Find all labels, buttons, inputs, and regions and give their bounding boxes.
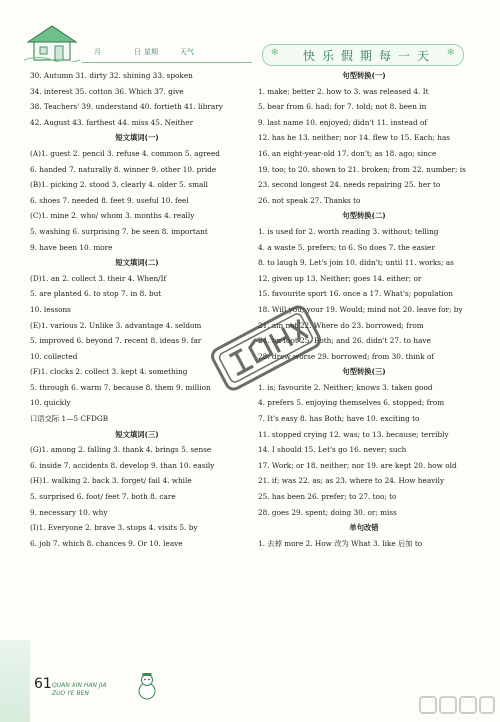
answer-line: 26. not speak 27. Thanks to	[258, 195, 361, 205]
answer-line: 10. collected	[30, 351, 78, 361]
answer-line: 5. bear from 6. had; for 7. told; not 8. been in	[258, 102, 427, 112]
answer-line: 8. to laugh 9. Let's join 10. didn't; until 11. works; as	[258, 258, 454, 268]
section-heading: 句型转换(二)	[342, 211, 386, 221]
footer-line-1: QUAN XIN HAN JIA	[52, 682, 107, 689]
answer-line: 21. if; was 22. as; as 23. where to 24. How heavily	[258, 476, 445, 486]
corner-watermark	[418, 694, 496, 720]
cabin-illustration	[24, 22, 80, 62]
answer-line: 9. necessary 10. why	[30, 507, 108, 517]
answer-line: 6. shoes 7. needed 8. feet 9. useful 10. feel	[30, 195, 189, 205]
answer-line: 38. Teachers' 39. understand 40. fortieth 41. library	[30, 102, 223, 112]
answer-line: 5. surprised 6. foot/ feet 7. both 8. care	[30, 492, 176, 502]
answer-line: 21. am not 22. Where do 23. borrowed; from	[258, 320, 424, 330]
answer-line: 28. goes 29. spent; doing 30. or; miss	[258, 507, 397, 517]
answer-line: 12. has he 13. neither; nor 14. flew to 15. Each; has	[258, 133, 451, 143]
answer-line: (C)1. mine 2. who/ whom 3. months 4. really	[30, 211, 195, 221]
star-icon: ✻	[447, 48, 455, 58]
header-title: 快乐假期每一天	[303, 49, 437, 63]
answer-line: (H)1. walking 2. back 3. forget/ fail 4. while	[30, 476, 192, 486]
answer-line: 1. is used for 2. worth reading 3. without; telling	[258, 226, 439, 236]
answer-line: (I)1. Everyone 2. brave 3. stops 4. visits 5. by	[30, 523, 198, 533]
answer-line: 15. favourite sport 16. once a 17. What's; population	[258, 289, 453, 299]
answer-line: 16. an eight-year-old 17. don't; as 18. ago; since	[258, 148, 437, 158]
answer-line: 5. improved 6. beyond 7. recent 8. ideas 9. far	[30, 336, 202, 346]
answer-line: 10. quickly	[30, 398, 71, 408]
answer-line: 1. make; better 2. how to 3. was released 4. It	[258, 86, 429, 96]
answer-line: 9. last name 10. enjoyed; didn't 11. instead of	[258, 117, 428, 127]
answer-line: (G)1. among 2. falling 3. thank 4. brings 5. sense	[30, 445, 212, 455]
answer-line: 7. It's easy 8. has Both; have 10. exciting to	[258, 414, 420, 424]
answer-line: (B)1. picking 2. stood 3. clearly 4. older 5. small	[30, 180, 209, 190]
answer-line: 42. August 43. farthest 44. miss 45. Neither	[30, 117, 194, 127]
answer-line: 11. stopped crying 12. was; to 13. because; terribly	[258, 429, 449, 439]
star-icon: ✻	[271, 48, 279, 58]
answer-line: 10. lessons	[30, 304, 71, 314]
answer-line: 9. have been 10. more	[30, 242, 113, 252]
date-fields	[82, 44, 232, 58]
footer-series-text	[52, 682, 107, 698]
section-heading: 短文填词(一)	[115, 133, 159, 143]
section-heading: 短文填词(三)	[115, 429, 159, 439]
answer-line: 4. prefers 5. enjoying themselves 6. stopped; from	[258, 398, 445, 408]
answer-line: 30. Autumn 31. dirty 32. shining 33. spoken	[30, 71, 193, 80]
answer-line: 6. handed 7. naturally 8. winner 9. other 10. pride	[30, 164, 217, 174]
answer-line: 19. too; to 20. shown to 21. broken; from 22. number; is	[258, 164, 466, 174]
section-heading: 单句改错	[349, 523, 379, 533]
header-banner	[262, 44, 464, 66]
section-heading: 短文填词(二)	[115, 258, 159, 268]
answer-line: 24. on foot 25. Both; and 26. didn't 27. to have	[258, 336, 431, 346]
footer-line-2: ZUO YE BEN	[52, 690, 89, 697]
answer-line: 1. 去掉 more 2. How 改为 What 3. like 后加 to	[258, 538, 423, 548]
answer-line: (F)1. clocks 2. collect 3. kept 4. something	[30, 367, 188, 377]
answer-line: (D)1. an 2. collect 3. their 4. When/If	[30, 273, 167, 283]
answer-line: 6. inside 7. accidents 8. develop 9. than 10. easily	[30, 460, 215, 470]
answer-line: 5. are planted 6. to stop 7. in 8. but	[30, 289, 162, 299]
answer-line: 口语交际 1—5 CFDGB	[30, 414, 109, 424]
answer-line: 28. drew worse 29. borrowed; from 30. think of	[258, 351, 435, 361]
weather-label: 天气	[180, 48, 194, 56]
answer-line: 25. has been 26. prefer; to 27. too; to	[258, 492, 397, 502]
answer-line: 14. I should 15. Let's go 16. never; such	[258, 445, 407, 455]
answer-line: 4. a waste 5. prefers; to 6. So does 7. the easier	[258, 242, 435, 252]
answer-line: 6. job 7. which 8. chances 9. Or 10. leave	[30, 538, 183, 548]
answer-line: 12. given up 13. Neither; goes 14. either; or	[258, 273, 422, 283]
answer-line: 1. is; favourite 2. Neither; knows 3. taken good	[258, 382, 433, 392]
answer-line: 5. through 6. warm 7. because 8. them 9. million	[30, 382, 211, 392]
snowman-icon	[134, 672, 160, 700]
weekday-label: 星期	[144, 48, 158, 56]
footer-decoration	[0, 640, 30, 722]
section-heading: 句型转换(一)	[342, 71, 386, 80]
answer-line: 34. interest 35. cotton 36. Which 37. give	[30, 86, 184, 96]
answer-line: 17. Work; or 18. neither; nor 19. are kept 20. how old	[258, 460, 457, 470]
answer-line: 23. second longest 24. needs repairing 25. her to	[258, 180, 441, 190]
answer-line: 18. Will you; your 19. Would; mind not 20. leave for; by	[258, 304, 463, 314]
answer-line: 5. washing 6. surprising 7. be seen 8. important	[30, 226, 208, 236]
day-label: 日	[134, 48, 141, 56]
page-number: 61	[34, 676, 52, 692]
answer-line: (A)1. guest 2. pencil 3. refuse 4. common 5. agreed	[30, 148, 220, 158]
section-heading: 句型转换(三)	[342, 367, 386, 377]
header-rule	[82, 62, 252, 63]
month-label: 月	[94, 48, 101, 56]
answer-line: (E)1. various 2. Unlike 3. advantage 4. seldom	[30, 320, 202, 330]
watermark-stamp	[206, 292, 326, 404]
page-header	[0, 0, 500, 66]
